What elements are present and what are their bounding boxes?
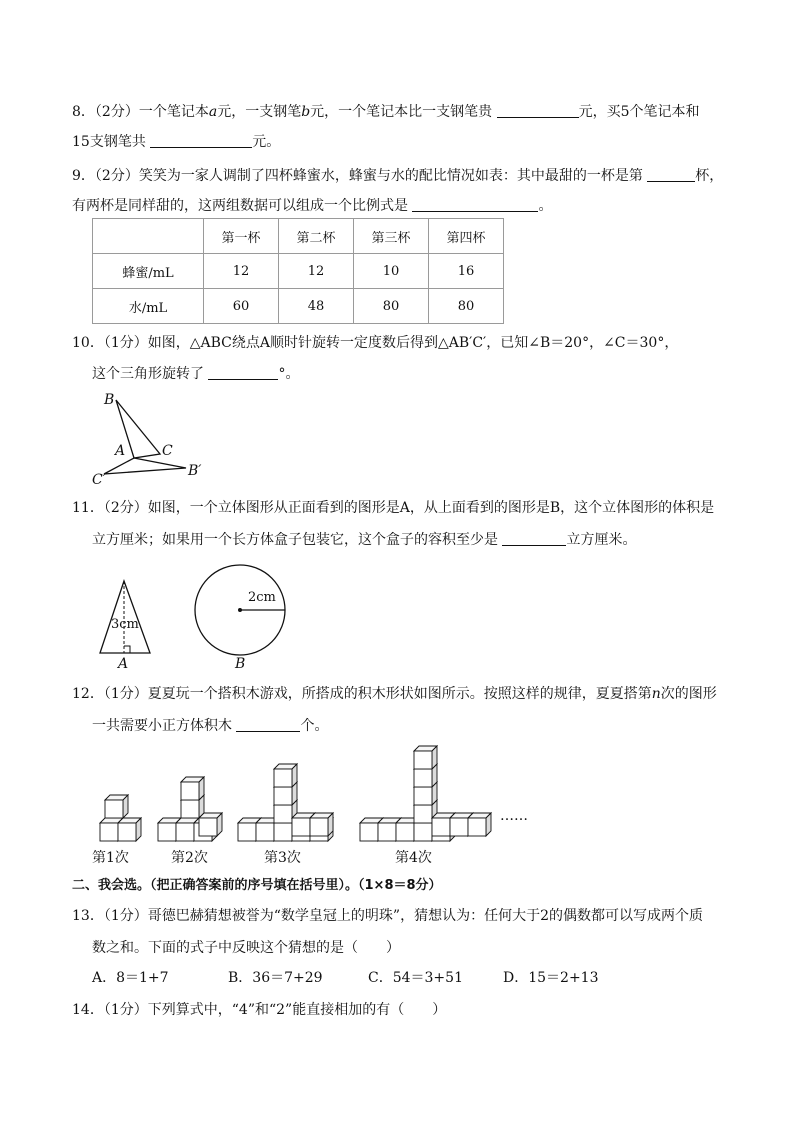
honey-water-table xyxy=(92,218,504,324)
q13-line-1 xyxy=(72,906,703,926)
table-header-cell: 第三杯 xyxy=(354,219,429,254)
q12-line-1 xyxy=(72,684,717,704)
table-header-cell: 第一杯 xyxy=(204,219,279,254)
point-b-prime-label: B′ xyxy=(188,463,202,479)
q10-blank[interactable] xyxy=(208,365,278,380)
table-cell: 48 xyxy=(279,289,354,324)
table-header-row xyxy=(93,219,504,254)
q12-text: 个。 xyxy=(300,718,329,734)
q8-text: 元，买5个笔记本和 xyxy=(578,104,700,120)
table-cell: 80 xyxy=(354,289,429,324)
table-cell: 12 xyxy=(204,254,279,289)
q9-line-1 xyxy=(72,166,723,186)
q9-blank-2[interactable] xyxy=(412,197,538,212)
point-a-label: A xyxy=(115,443,126,459)
q12-text: 次的图形 xyxy=(660,686,717,702)
table-row-label: 水/mL xyxy=(93,289,204,324)
table-cell: 60 xyxy=(204,289,279,324)
table-cell: 12 xyxy=(279,254,354,289)
q11-number: 11． xyxy=(72,500,104,516)
q9-number: 9． xyxy=(72,168,95,184)
q10-line-2 xyxy=(92,364,299,384)
q13-option-b[interactable]: B．36＝7+29 xyxy=(228,970,323,986)
q8-blank-2[interactable] xyxy=(150,133,252,148)
q9-text: 杯， xyxy=(695,168,724,184)
stage-1-caption: 第1次 xyxy=(92,850,129,866)
table-cell: 16 xyxy=(429,254,504,289)
q11-line-1 xyxy=(72,498,714,518)
q13-option-a[interactable]: A．8＝1+7 xyxy=(92,970,169,986)
q14-text: 下列算式中，“4”和“2”能直接相加的有（ ） xyxy=(147,1002,447,1018)
q10-number: 10． xyxy=(72,335,104,351)
table-row xyxy=(93,289,504,324)
q12-text: 一共需要小正方体积木 xyxy=(92,718,232,734)
table-row xyxy=(93,254,504,289)
q12-line-2 xyxy=(92,716,328,736)
q10-score: （1分） xyxy=(103,335,148,351)
q10-text: °。 xyxy=(278,366,300,382)
q8-text: 元，一支钢笔 xyxy=(217,104,302,120)
q14-number: 14． xyxy=(72,1002,104,1018)
q8-text: 元。 xyxy=(252,134,281,150)
q11-text: 立方厘米；如果用一个长方体盒子包装它，这个盒子的容积至少是 xyxy=(92,532,498,548)
table-header-cell: 第四杯 xyxy=(429,219,504,254)
q13-option-d[interactable]: D．15＝2+13 xyxy=(503,970,599,986)
stage-1-blocks xyxy=(100,795,141,841)
point-c-label: C xyxy=(162,443,173,459)
q9-text: 笑笑为一家人调制了四杯蜂蜜水，蜂蜜与水的配比情况如表：其中最甜的一杯是第 xyxy=(138,168,643,184)
q12-blank[interactable] xyxy=(236,717,300,732)
table-header-cell: 第二杯 xyxy=(279,219,354,254)
q8-text: 元，一个笔记本比一支钢笔贵 xyxy=(310,104,493,120)
q13-option-c[interactable]: C．54＝3+51 xyxy=(368,970,463,986)
figure-a-label: A xyxy=(118,656,129,672)
q11-line-2 xyxy=(92,530,636,550)
q14-score: （1分） xyxy=(103,1002,148,1018)
point-b-label: B xyxy=(104,392,115,408)
q10-text: 如图，△ABC绕点A顺时针旋转一定度数后得到△AB′C′，已知∠B＝20°，∠C＝30°， xyxy=(147,335,679,351)
q11-text: 如图，一个立体图形从正面看到的图形是A，从上面看到的图形是B，这个立体图形的体积是 xyxy=(147,500,715,516)
q10-line-1 xyxy=(72,333,678,353)
point-c-prime-label: C′ xyxy=(92,472,106,488)
q10-text: 这个三角形旋转了 xyxy=(92,366,204,382)
stage-4-caption: 第4次 xyxy=(395,850,432,866)
stage-3-caption: 第3次 xyxy=(264,850,301,866)
q8-text: 15支钢笔共 xyxy=(72,134,146,150)
table-header-cell xyxy=(93,219,204,254)
stage-3-blocks xyxy=(238,764,333,841)
q14-line-1 xyxy=(72,1000,446,1020)
var-n: n xyxy=(651,686,661,702)
stage-2-caption: 第2次 xyxy=(171,850,208,866)
q13-text: 数之和。下面的式子中反映这个猜想的是（ ） xyxy=(92,940,400,956)
q12-score: （1分） xyxy=(103,686,148,702)
q8-blank-1[interactable] xyxy=(497,103,579,118)
var-a: a xyxy=(208,104,218,120)
q8-line-2 xyxy=(72,132,280,152)
q12-text: 夏夏玩一个搭积木游戏，所搭成的积木形状如图所示。按照这样的规律，夏夏搭第 xyxy=(147,686,652,702)
block-pattern-figure xyxy=(90,740,530,844)
q9-score: （2分） xyxy=(94,168,139,184)
q8-line-1 xyxy=(72,102,700,122)
q11-text: 立方厘米。 xyxy=(566,532,637,548)
table-cell: 80 xyxy=(429,289,504,324)
ellipsis: …… xyxy=(500,808,528,824)
q9-blank-1[interactable] xyxy=(647,167,695,182)
q13-line-2 xyxy=(92,938,400,958)
q11-blank[interactable] xyxy=(502,531,566,546)
q9-text: 有两杯是同样甜的，这两组数据可以组成一个比例式是 xyxy=(72,198,408,214)
q13-score: （1分） xyxy=(103,908,148,924)
cone-height-label: 3cm xyxy=(111,617,139,632)
q12-number: 12． xyxy=(72,686,104,702)
table-row-label: 蜂蜜/mL xyxy=(93,254,204,289)
q11-score: （2分） xyxy=(103,500,148,516)
table-cell: 10 xyxy=(354,254,429,289)
q8-text: 一个笔记本 xyxy=(138,104,209,120)
radius-label: 2cm xyxy=(248,590,276,605)
figure-b-label: B xyxy=(235,656,246,672)
q8-score: （2分） xyxy=(94,104,139,120)
stage-2-blocks xyxy=(158,777,222,841)
q13-number: 13． xyxy=(72,908,104,924)
var-b: b xyxy=(301,104,311,120)
q8-number: 8． xyxy=(72,104,95,120)
q9-line-2 xyxy=(72,196,552,216)
q13-text: 哥德巴赫猜想被誉为“数学皇冠上的明珠”，猜想认为：任何大于2的偶数都可以写成两个质 xyxy=(147,908,703,924)
section-2-title: 二、我会选。（把正确答案前的序号填在括号里）。（1×8＝8分） xyxy=(72,878,442,893)
cone-top-view-circle xyxy=(192,562,288,658)
triangle-ab2c2 xyxy=(104,458,186,474)
q9-text: 。 xyxy=(538,198,553,214)
stage-4-blocks xyxy=(360,746,491,841)
